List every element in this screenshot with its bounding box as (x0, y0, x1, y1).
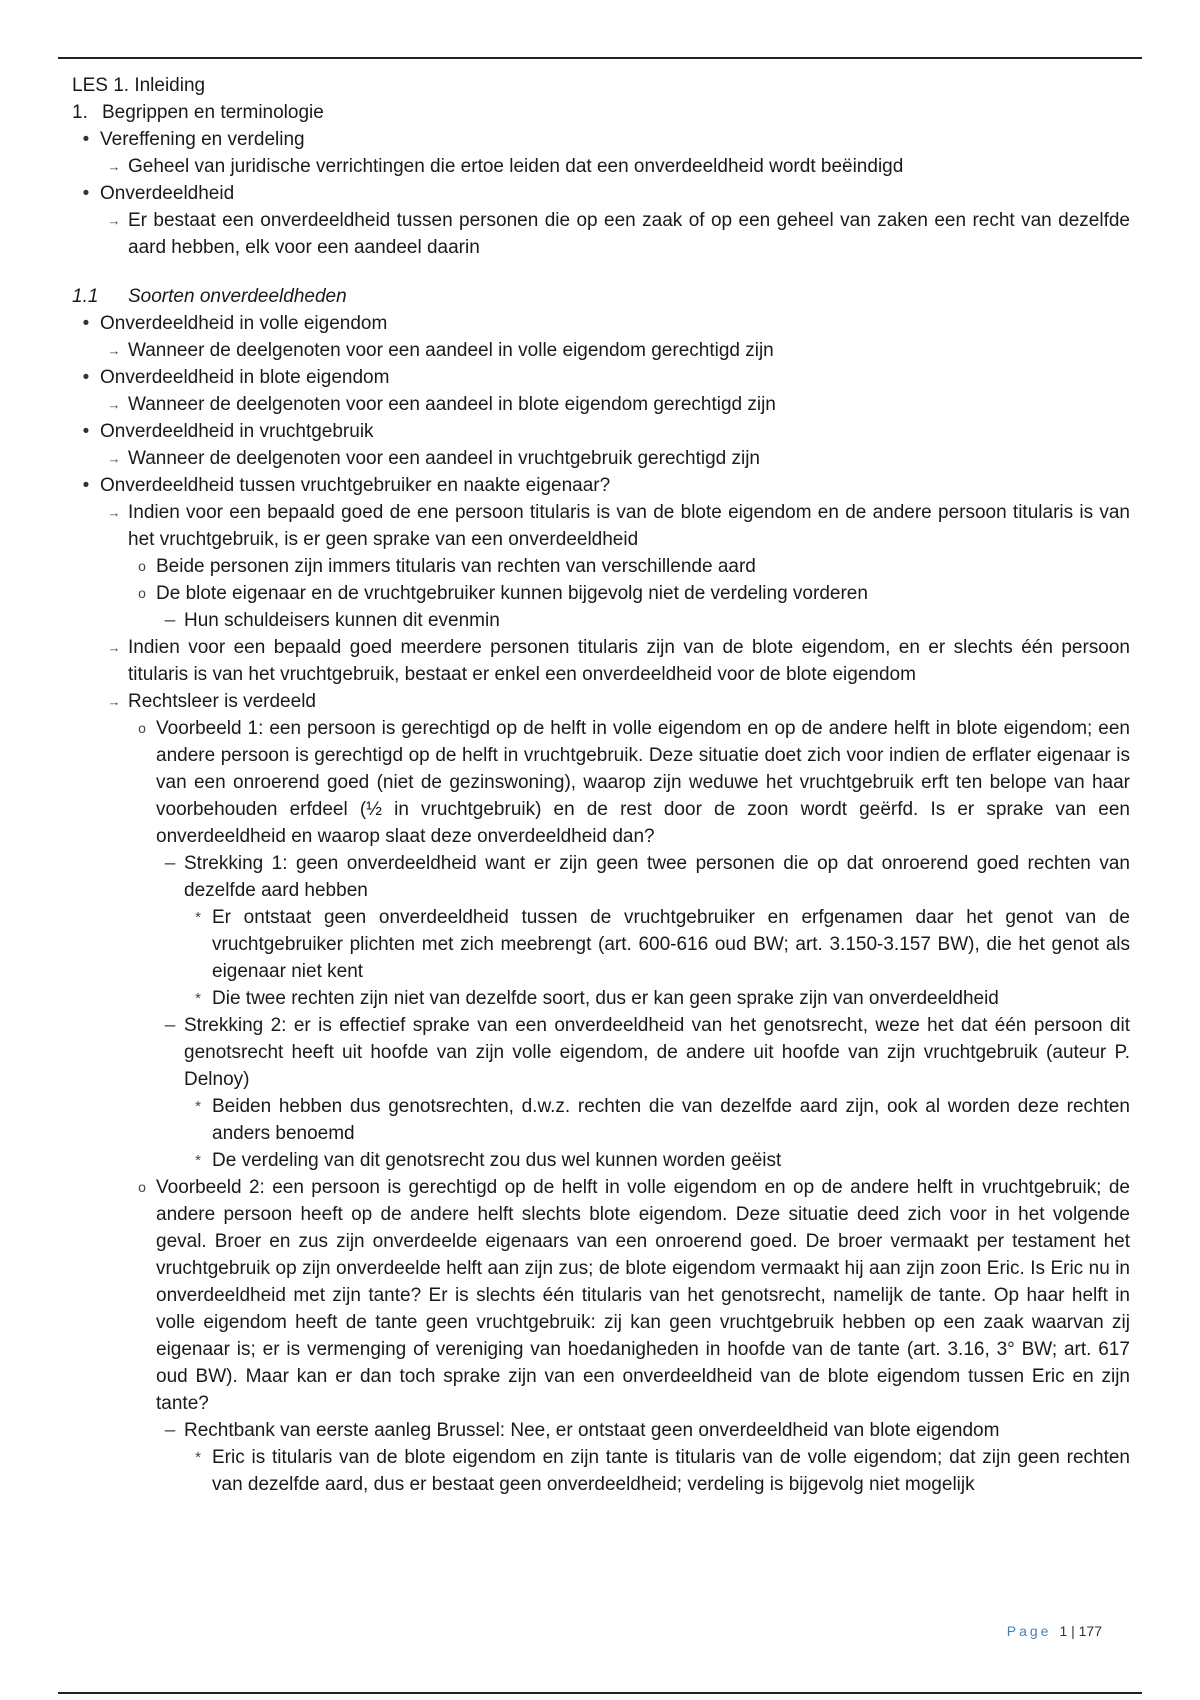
list-item (72, 985, 1130, 1012)
page-label: Page (1006, 1623, 1052, 1639)
list-item (72, 634, 1130, 688)
list-item-text: Beide personen zijn immers titularis van rechten van verschillende aard (156, 556, 756, 577)
list-item-text: Die twee rechten zijn niet van dezelfde soort, dus er kan geen sprake zijn van onverdeeldheid (212, 988, 999, 1009)
bullet-marker: o (138, 585, 146, 601)
list-item (72, 1093, 1130, 1147)
bullet-marker: • (82, 475, 90, 496)
list-item-text: Onverdeeldheid (100, 183, 235, 204)
list-item (72, 126, 1130, 153)
bullet-marker: * (195, 909, 201, 926)
list-item (72, 364, 1130, 391)
list-item (72, 1147, 1130, 1174)
list-item (72, 580, 1130, 607)
page-footer (1007, 1623, 1102, 1639)
list-item (72, 1174, 1130, 1417)
list-item-text: Beiden hebben dus genotsrechten, d.w.z. rechten die van dezelfde aard zijn, ook al worden deze rechten anders benoemd (212, 1096, 1130, 1144)
list-item-text: Indien voor een bepaald goed de ene persoon titularis is van de blote eigendom en de andere persoon titularis is van het vruchtgebruik, is er geen sprake van een onverdeeldheid (128, 502, 1130, 550)
list-item-text: Wanneer de deelgenoten voor een aandeel in blote eigendom gerechtigd zijn (128, 394, 776, 415)
list-item (72, 180, 1130, 207)
list-item (72, 445, 1130, 472)
list-item-text: Wanneer de deelgenoten voor een aandeel in vruchtgebruik gerechtigd zijn (128, 448, 761, 469)
list-item (72, 310, 1130, 337)
bottom-rule (58, 1692, 1142, 1694)
list-item-text: Strekking 2: er is effectief sprake van een onverdeeldheid van het genotsrecht, weze het dat één persoon dit genotsrecht heeft uit hoofde van zijn volle eigendom, de andere uit hoofde van zijn vruchtgebruik (auteur P. Delnoy) (184, 1015, 1130, 1090)
top-rule (58, 57, 1142, 59)
list-item (72, 1012, 1130, 1093)
list-item (72, 715, 1130, 850)
bullet-marker: o (138, 1179, 146, 1195)
types-list (72, 310, 1130, 1498)
bullet-marker: → (107, 343, 121, 358)
list-item-text: Indien voor een bepaald goed meerdere personen titularis zijn van de blote eigendom, en er slechts één persoon titularis is van het vruchtgebruik, bestaat er enkel een onverdeeldheid voor de blote eigendom (128, 637, 1130, 685)
list-item-text: Rechtsleer is verdeeld (128, 691, 316, 712)
list-item (72, 688, 1130, 715)
list-item-text: Eric is titularis van de blote eigendom en zijn tante is titularis van de volle eigendom; dat zijn geen rechten van dezelfde aard, dus er bestaat geen onverdeeldheid; verdeling is bijgevolg niet mogelijk (212, 1447, 1130, 1495)
bullet-marker: → (107, 397, 121, 412)
list-item-text: Voorbeeld 1: een persoon is gerechtigd op de helft in volle eigendom en op de andere helft in blote eigendom; een andere persoon is gerechtigd op de helft in vruchtgebruik. Deze situatie doet zich voor indien de erflater eigenaar is van een onroerend goed (niet de gezinswoning), waarop zijn weduwe het vruchtgebruik erft ten belope van haar voorbehouden erfdeel (½ in vruchtgebruik) en de rest door de zoon wordt geërfd. Is er sprake van een onverdeeldheid en waarop slaat deze onverdeeldheid dan? (156, 718, 1130, 847)
definitions-list (72, 126, 1130, 261)
bullet-marker: * (195, 990, 201, 1007)
list-item-text: Rechtbank van eerste aanleg Brussel: Nee, er ontstaat geen onverdeeldheid van blote eigendom (184, 1420, 1000, 1441)
bullet-marker: • (82, 313, 90, 334)
list-item-text: Er bestaat een onverdeeldheid tussen personen die op een zaak of op een geheel van zaken een recht van dezelfde aard hebben, elk voor een aandeel daarin (128, 210, 1130, 258)
list-item-text: De blote eigenaar en de vruchtgebruiker kunnen bijgevolg niet de verdeling vorderen (156, 583, 868, 604)
list-item (72, 904, 1130, 985)
bullet-marker: o (138, 558, 146, 574)
list-item-text: Onverdeeldheid tussen vruchtgebruiker en naakte eigenaar? (100, 475, 611, 496)
list-item (72, 153, 1130, 180)
list-item-text: Onverdeeldheid in volle eigendom (100, 313, 388, 334)
bullet-marker: → (107, 640, 121, 655)
list-item (72, 553, 1130, 580)
list-item (72, 391, 1130, 418)
page-number: 1 | 177 (1059, 1623, 1102, 1639)
bullet-marker: → (107, 694, 121, 709)
bullet-marker: – (164, 853, 176, 874)
page-content (72, 72, 1130, 1498)
list-item (72, 850, 1130, 904)
subsection-heading: 1.1 Soorten onverdeeldheden (72, 286, 347, 307)
list-item (72, 1444, 1130, 1498)
bullet-marker: • (82, 129, 90, 150)
bullet-marker: → (107, 505, 121, 520)
bullet-marker: → (107, 159, 121, 174)
list-item (72, 472, 1130, 499)
list-item-text: Vereffening en verdeling (100, 129, 305, 150)
bullet-marker: • (82, 367, 90, 388)
bullet-marker: * (195, 1449, 201, 1466)
bullet-marker: → (107, 213, 121, 228)
bullet-marker: – (164, 1015, 176, 1036)
list-item-text: De verdeling van dit genotsrecht zou dus wel kunnen worden geëist (212, 1150, 782, 1171)
bullet-marker: • (82, 183, 90, 204)
list-item-text: Strekking 1: geen onverdeeldheid want er zijn geen twee personen die op dat onroerend goed rechten van dezelfde aard hebben (184, 853, 1130, 901)
list-item (72, 337, 1130, 364)
list-item-text: Voorbeeld 2: een persoon is gerechtigd op de helft in volle eigendom en op de andere helft in vruchtgebruik; de andere persoon heeft op de andere helft slechts blote eigendom. Deze situatie deed zich voor in het volgende geval. Broer en zus zijn onverdeelde eigenaars van een onroerend goed. De broer vermaakt per testament het vruchtgebruik op zijn onverdeelde helft aan zijn zus; de blote eigendom vermaakt hij aan zijn zoon Eric. Is Eric nu in onverdeeldheid met zijn tante? Er is slechts één titularis van het genotsrecht, namelijk de tante. Op haar helft in volle eigendom heeft de tante geen vruchtgebruik: zij kan geen vruchtgebruik hebben op een zaak waarvan zij eigenaar is; er is vermenging of vereniging van hoedanigheden in hoofde van de tante (art. 3.16, 3° BW; art. 617 oud BW). Maar kan er dan toch sprake zijn van een onverdeeldheid van de blote eigendom tussen Eric en zijn tante? (156, 1177, 1130, 1414)
list-item-text: Hun schuldeisers kunnen dit evenmin (184, 610, 500, 631)
bullet-marker: o (138, 720, 146, 736)
bullet-marker: • (82, 421, 90, 442)
list-item-text: Er ontstaat geen onverdeeldheid tussen de vruchtgebruiker en erfgenamen daar het genot van de vruchtgebruiker plichten met zich meebrengt (art. 600-616 oud BW; art. 3.150-3.157 BW), die het genot als eigenaar niet kent (212, 907, 1130, 982)
list-item (72, 418, 1130, 445)
list-item (72, 607, 1130, 634)
section-heading: 1. Begrippen en terminologie (72, 102, 324, 123)
list-item (72, 1417, 1130, 1444)
bullet-marker: * (195, 1152, 201, 1169)
list-item-text: Onverdeeldheid in vruchtgebruik (100, 421, 374, 442)
document-title: LES 1. Inleiding (72, 75, 206, 96)
bullet-marker: * (195, 1098, 201, 1115)
bullet-marker: → (107, 451, 121, 466)
list-item-text: Wanneer de deelgenoten voor een aandeel in volle eigendom gerechtigd zijn (128, 340, 774, 361)
bullet-marker: – (164, 610, 176, 631)
list-item (72, 499, 1130, 553)
list-item-text: Geheel van juridische verrichtingen die ertoe leiden dat een onverdeeldheid wordt beëindigd (128, 156, 904, 177)
list-item (72, 207, 1130, 261)
bullet-marker: – (164, 1420, 176, 1441)
list-item-text: Onverdeeldheid in blote eigendom (100, 367, 390, 388)
